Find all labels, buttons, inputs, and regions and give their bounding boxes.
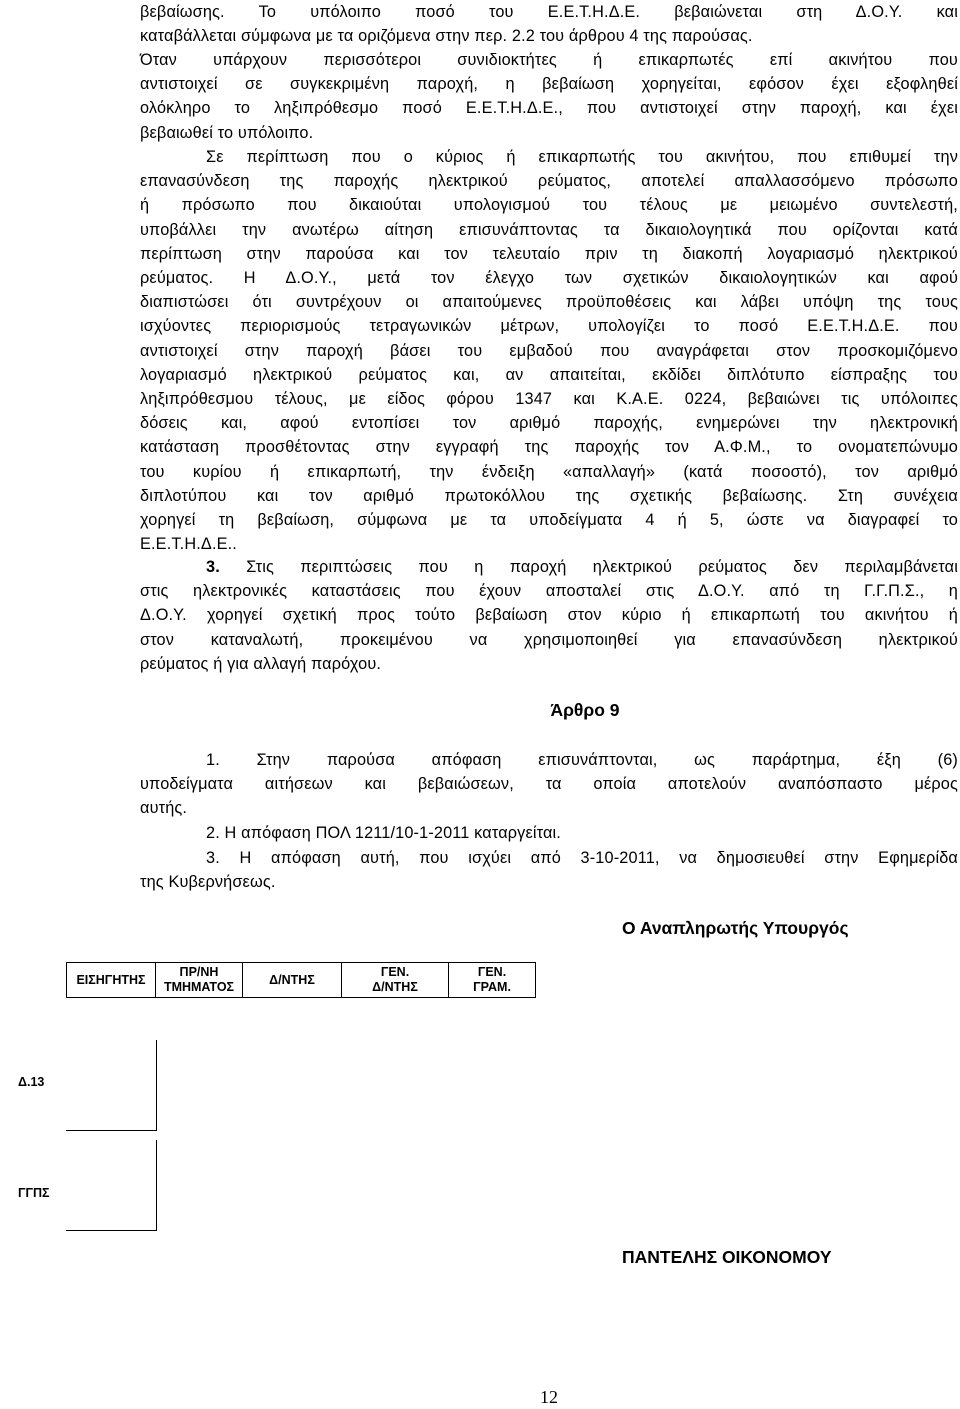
text-line: περίπτωση στην παρούσα και τον τελευταίο πριν τη διακοπή λογαριασμό ηλεκτρικού xyxy=(140,244,958,263)
table-cell-general-director xyxy=(342,963,449,998)
stamp-box xyxy=(66,1140,157,1231)
stamp-box xyxy=(66,1040,157,1131)
text-line: καταβάλλεται σύμφωνα με τα οριζόμενα στην περ. 2.2 του άρθρου 4 της παρούσας. xyxy=(140,27,753,46)
article-heading: Άρθρο 9 xyxy=(550,700,620,720)
text-line: στον καταναλωτή, προκειμένου να χρησιμοποιηθεί για επανασύνδεση ηλεκτρικού xyxy=(140,630,958,649)
page-number: 12 xyxy=(540,1387,558,1407)
cell-label: Δ/ΝΤΗΣ xyxy=(269,972,315,987)
text-line: ή πρόσωπο που δικαιούται υπολογισμού του τέλους με μειωμένο συντελεστή, xyxy=(140,196,958,215)
text-line: Ε.Ε.Τ.Η.Δ.Ε.. xyxy=(140,535,237,554)
text-line: κατάσταση προσθέτοντας στην εγγραφή της παροχής τον Α.Φ.Μ., το ονοματεπώνυμο xyxy=(140,438,958,457)
side-label-ggps: ΓΓΠΣ xyxy=(18,1186,50,1200)
text-line: 1. Στην παρούσα απόφαση επισυνάπτονται, ως παράρτημα, έξη (6) xyxy=(206,751,958,769)
text-line: λογαριασμό ηλεκτρικού ρεύματος και, αν απαιτείται, εκδίδει διπλότυπο είσπραξης του xyxy=(140,365,958,384)
table-cell-dept-head xyxy=(156,963,243,998)
text-line: επανασύνδεση της παροχής ηλεκτρικού ρεύματος, αποτελεί απαλλασσόμενο πρόσωπο xyxy=(140,172,958,191)
text-line: αυτής. xyxy=(140,799,188,818)
article-item-3 xyxy=(140,846,958,894)
text-line: 2. Η απόφαση ΠΟΛ 1211/10-1-2011 καταργείται. xyxy=(206,824,561,842)
table-cell-general-secretary xyxy=(449,963,536,998)
text-line xyxy=(140,555,958,579)
text-line: της Κυβερνήσεως. xyxy=(140,873,276,892)
text-line: αντιστοιχεί σε συγκεκριμένη παροχή, η βεβαίωση χορηγείται, εφόσον έχει εξοφληθεί xyxy=(140,75,958,94)
text-line: αντιστοιχεί στην παροχή βάσει του εμβαδού που αναγράφεται στον προσκομιζόμενο xyxy=(140,341,958,360)
cell-label: Δ/ΝΤΗΣ xyxy=(372,980,418,994)
cell-label: ΕΙΣΗΓΗΤΗΣ xyxy=(76,972,146,987)
minister-name: ΠΑΝΤΕΛΗΣ ΟΙΚΟΝΟΜΟΥ xyxy=(622,1247,832,1267)
item-number: 3. xyxy=(206,558,220,576)
paragraph-co-owners xyxy=(140,48,958,145)
table-cell-director xyxy=(243,963,342,998)
text-line: διαπιστώσει ότι συντρέχουν οι απαιτούμενες προϋποθέσεις και λάβει υπόψη της τους xyxy=(140,293,958,312)
text-line: ληξιπρόθεσμου τέλους, με είδος φόρου 1347 και Κ.Α.Ε. 0224, βεβαιώνει τις υπόλοιπες xyxy=(140,390,958,409)
paragraph-item-3 xyxy=(140,555,958,676)
text-line: ρεύματος. Η Δ.Ο.Υ., μετά τον έλεγχο των σχετικών δικαιολογητικών και αφού xyxy=(140,269,958,288)
table-cell-rapporteur xyxy=(67,963,156,998)
text-line: 3. Η απόφαση αυτή, που ισχύει από 3-10-2011, να δημοσιευθεί στην Εφημερίδα xyxy=(206,849,958,867)
text-line: Όταν υπάρχουν περισσότεροι συνιδιοκτήτες ή επικαρπωτές επί ακινήτου που xyxy=(140,51,958,69)
text-line: ισχύοντες περιορισμούς τετραγωνικών μέτρων, υπολογίζει το ποσό Ε.Ε.Τ.Η.Δ.Ε. που xyxy=(140,317,958,336)
text-line: βεβαιωθεί το υπόλοιπο. xyxy=(140,123,314,142)
text-line: διπλοτύπου και τον αριθμό πρωτοκόλλου της σχετικής βεβαίωσης. Στη συνέχεια xyxy=(140,486,958,505)
text-line: του κυρίου ή επικαρπωτή, την ένδειξη «απαλλαγή» (κατά ποσοστό), τον αριθμό xyxy=(140,462,958,481)
text-line: Δ.Ο.Υ. χορηγεί σχετική προς τούτο βεβαίωση στον κύριο ή επικαρπωτή του ακινήτου ή xyxy=(140,606,958,625)
article-item-2 xyxy=(140,821,958,845)
text-line: στις ηλεκτρονικές καταστάσεις που έχουν αποσταλεί στις Δ.Ο.Υ. από τη Γ.Γ.Π.Σ., η xyxy=(140,582,958,601)
paragraph-continuation xyxy=(140,0,958,48)
item-text: Στις περιπτώσεις που η παροχή ηλεκτρικού ρεύματος δεν περιλαμβάνεται xyxy=(246,558,958,576)
text-line: βεβαίωσης. Το υπόλοιπο ποσό του Ε.Ε.Τ.Η.Δ.Ε. βεβαιώνεται στη Δ.Ο.Υ. και xyxy=(140,3,958,21)
text-line: ολόκληρο το ληξιπρόθεσμο ποσό Ε.Ε.Τ.Η.Δ.Ε., που αντιστοιχεί στην παροχή, και έχει xyxy=(140,99,958,118)
cell-label: ΓΕΝ. xyxy=(477,965,507,979)
cell-label: ΠΡ/ΝΗ xyxy=(179,965,219,979)
text-line: Σε περίπτωση που ο κύριος ή επικαρπωτής του ακινήτου, που επιθυμεί την xyxy=(206,148,958,166)
table-row xyxy=(67,963,536,998)
paragraph-exemption xyxy=(140,145,958,556)
text-line: υποδείγματα αιτήσεων και βεβαιώσεων, τα οποία αποτελούν αναπόσπαστο μέρος xyxy=(140,775,958,794)
approval-table xyxy=(66,962,536,998)
cell-label: ΓΡΑΜ. xyxy=(473,980,511,994)
text-line: χορηγεί τη βεβαίωση, σύμφωνα με τα υποδείγματα 4 ή 5, ώστε να διαγραφεί το xyxy=(140,511,958,530)
side-label-d13: Δ.13 xyxy=(18,1075,45,1089)
cell-label: ΤΜΗΜΑΤΟΣ xyxy=(163,980,235,994)
text-line: ρεύματος ή για αλλαγή παρόχου. xyxy=(140,654,382,673)
minister-title: Ο Αναπληρωτής Υπουργός xyxy=(622,918,849,938)
text-line: δόσεις και, αφού εντοπίσει τον αριθμό παροχής, ενημερώνει την ηλεκτρονική xyxy=(140,414,958,433)
article-item-1 xyxy=(140,748,958,821)
text-line: υποβάλλει την ανωτέρω αίτηση επισυνάπτοντας τα δικαιολογητικά που ορίζονται κατά xyxy=(140,220,958,239)
cell-label: ΓΕΝ. xyxy=(380,965,410,979)
